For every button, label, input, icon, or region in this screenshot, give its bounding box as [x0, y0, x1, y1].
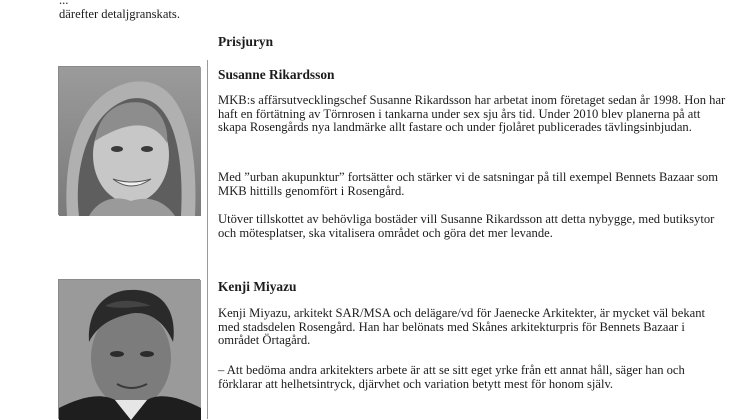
column-divider: [207, 60, 208, 419]
portrait-photo-susanne: [58, 66, 200, 215]
paragraph-susanne-3: Utöver tillskottet av behövliga bostäder vill Susanne Rikardsson att detta nybygge, med butiksytor och mötesplatser, ska vitalisera området och göra det mer levande.: [218, 212, 715, 240]
portrait-photo-kenji: [58, 279, 200, 419]
paragraph-susanne-2: Med ”urban akupunktur” fortsätter och stärker vi de satsningar på till exempel Bennets Bazaar som MKB hittills genomfört i Rosengård.: [218, 170, 719, 198]
section-title: Prisjuryn: [218, 34, 274, 49]
paragraph-susanne-1: MKB:s affärsutvecklingschef Susanne Rikardsson har arbetat inom företaget sedan år 1998. Hon har haft en förtätning av Törnrosen i tankarna under sex sju års tid. Under 2010 blev planerna på att skapa Rosengårds nya landmärke allt fastare och under fjolåret publicerades tävlingsinbjudan.: [218, 93, 726, 135]
paragraph-kenji-1: Kenji Miyazu, arkitekt SAR/MSA och delägare/vd för Jaenecke Arkitekter, är mycket väl bekant med stadsdelen Rosengård. Han har belönats med Skånes arkitekturpris för Bennets Bazaar i området Örtagård.: [218, 306, 705, 348]
person-name-susanne: Susanne Rikardsson: [218, 67, 335, 82]
person-name-kenji: Kenji Miyazu: [218, 279, 297, 294]
intro-last-line: därefter detaljgranskats.: [59, 7, 180, 21]
intro-cut-line: ...: [59, 0, 69, 7]
paragraph-kenji-2: – Att bedöma andra arkitekters arbete är att se sitt eget yrke från ett annat håll, säger han och förklarar att helhetsintryck, djärvhet och variation betytt mest för honom själv.: [218, 363, 685, 391]
intro-text: [0, 0, 746, 21]
